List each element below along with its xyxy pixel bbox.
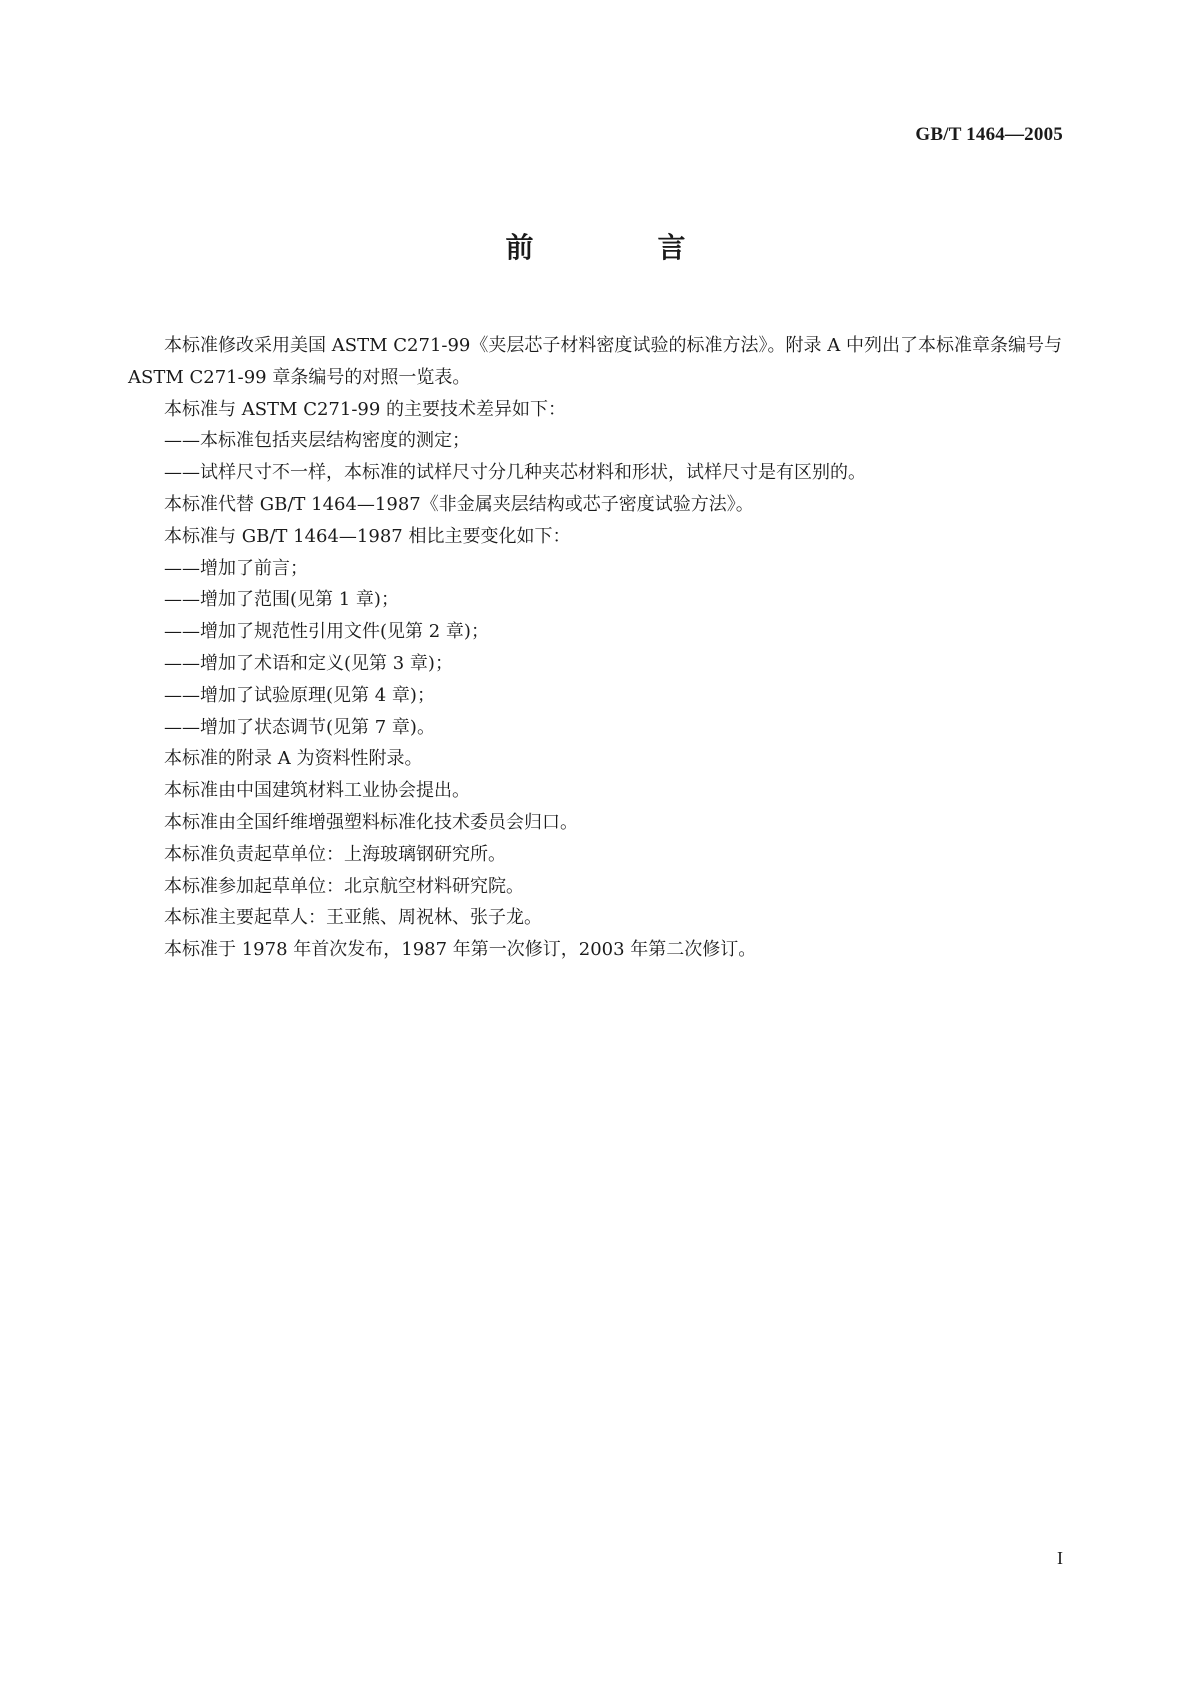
paragraph: 本标准由中国建筑材料工业协会提出。 <box>164 780 470 802</box>
list-item: ——增加了前言； <box>164 557 308 579</box>
paragraph: 本标准代替 GB/T 1464—1987《非金属夹层结构或芯子密度试验方法》。 <box>164 493 754 515</box>
list-item: ——试样尺寸不一样，本标准的试样尺寸分几种夹芯材料和形状，试样尺寸是有区别的。 <box>164 462 866 484</box>
paragraph: 本标准与 ASTM C271-99 的主要技术差异如下： <box>164 398 567 420</box>
paragraph: 本标准主要起草人：王亚熊、周祝林、张子龙。 <box>164 907 542 929</box>
standard-code: GB/T 1464—2005 <box>915 124 1063 145</box>
list-item: ——增加了范围(见第 1 章)； <box>164 589 399 611</box>
list-item: ——增加了规范性引用文件(见第 2 章)； <box>164 621 489 643</box>
paragraph: 本标准由全国纤维增强塑料标准化技术委员会归口。 <box>164 811 578 833</box>
paragraph: 本标准修改采用美国 ASTM C271-99《夹层芯子材料密度试验的标准方法》。附录 A 中列出了本标准章条编号与 ASTM C271-99 章条编号的对照一览表。 <box>128 335 1062 388</box>
page-title: 前 言 <box>505 231 734 264</box>
foreword-body <box>128 330 1062 966</box>
list-item: ——增加了术语和定义(见第 3 章)； <box>164 652 453 674</box>
list-item: ——本标准包括夹层结构密度的测定； <box>164 430 470 452</box>
paragraph: 本标准的附录 A 为资料性附录。 <box>164 748 423 770</box>
list-item: ——增加了试验原理(见第 4 章)； <box>164 684 435 706</box>
paragraph: 本标准与 GB/T 1464—1987 相比主要变化如下： <box>164 525 571 547</box>
paragraph: 本标准负责起草单位：上海玻璃钢研究所。 <box>164 843 506 865</box>
paragraph: 本标准参加起草单位：北京航空材料研究院。 <box>164 875 524 897</box>
paragraph: 本标准于 1978 年首次发布，1987 年第一次修订，2003 年第二次修订。 <box>164 939 757 961</box>
page-number: I <box>1057 1548 1063 1568</box>
list-item: ——增加了状态调节(见第 7 章)。 <box>164 716 435 738</box>
